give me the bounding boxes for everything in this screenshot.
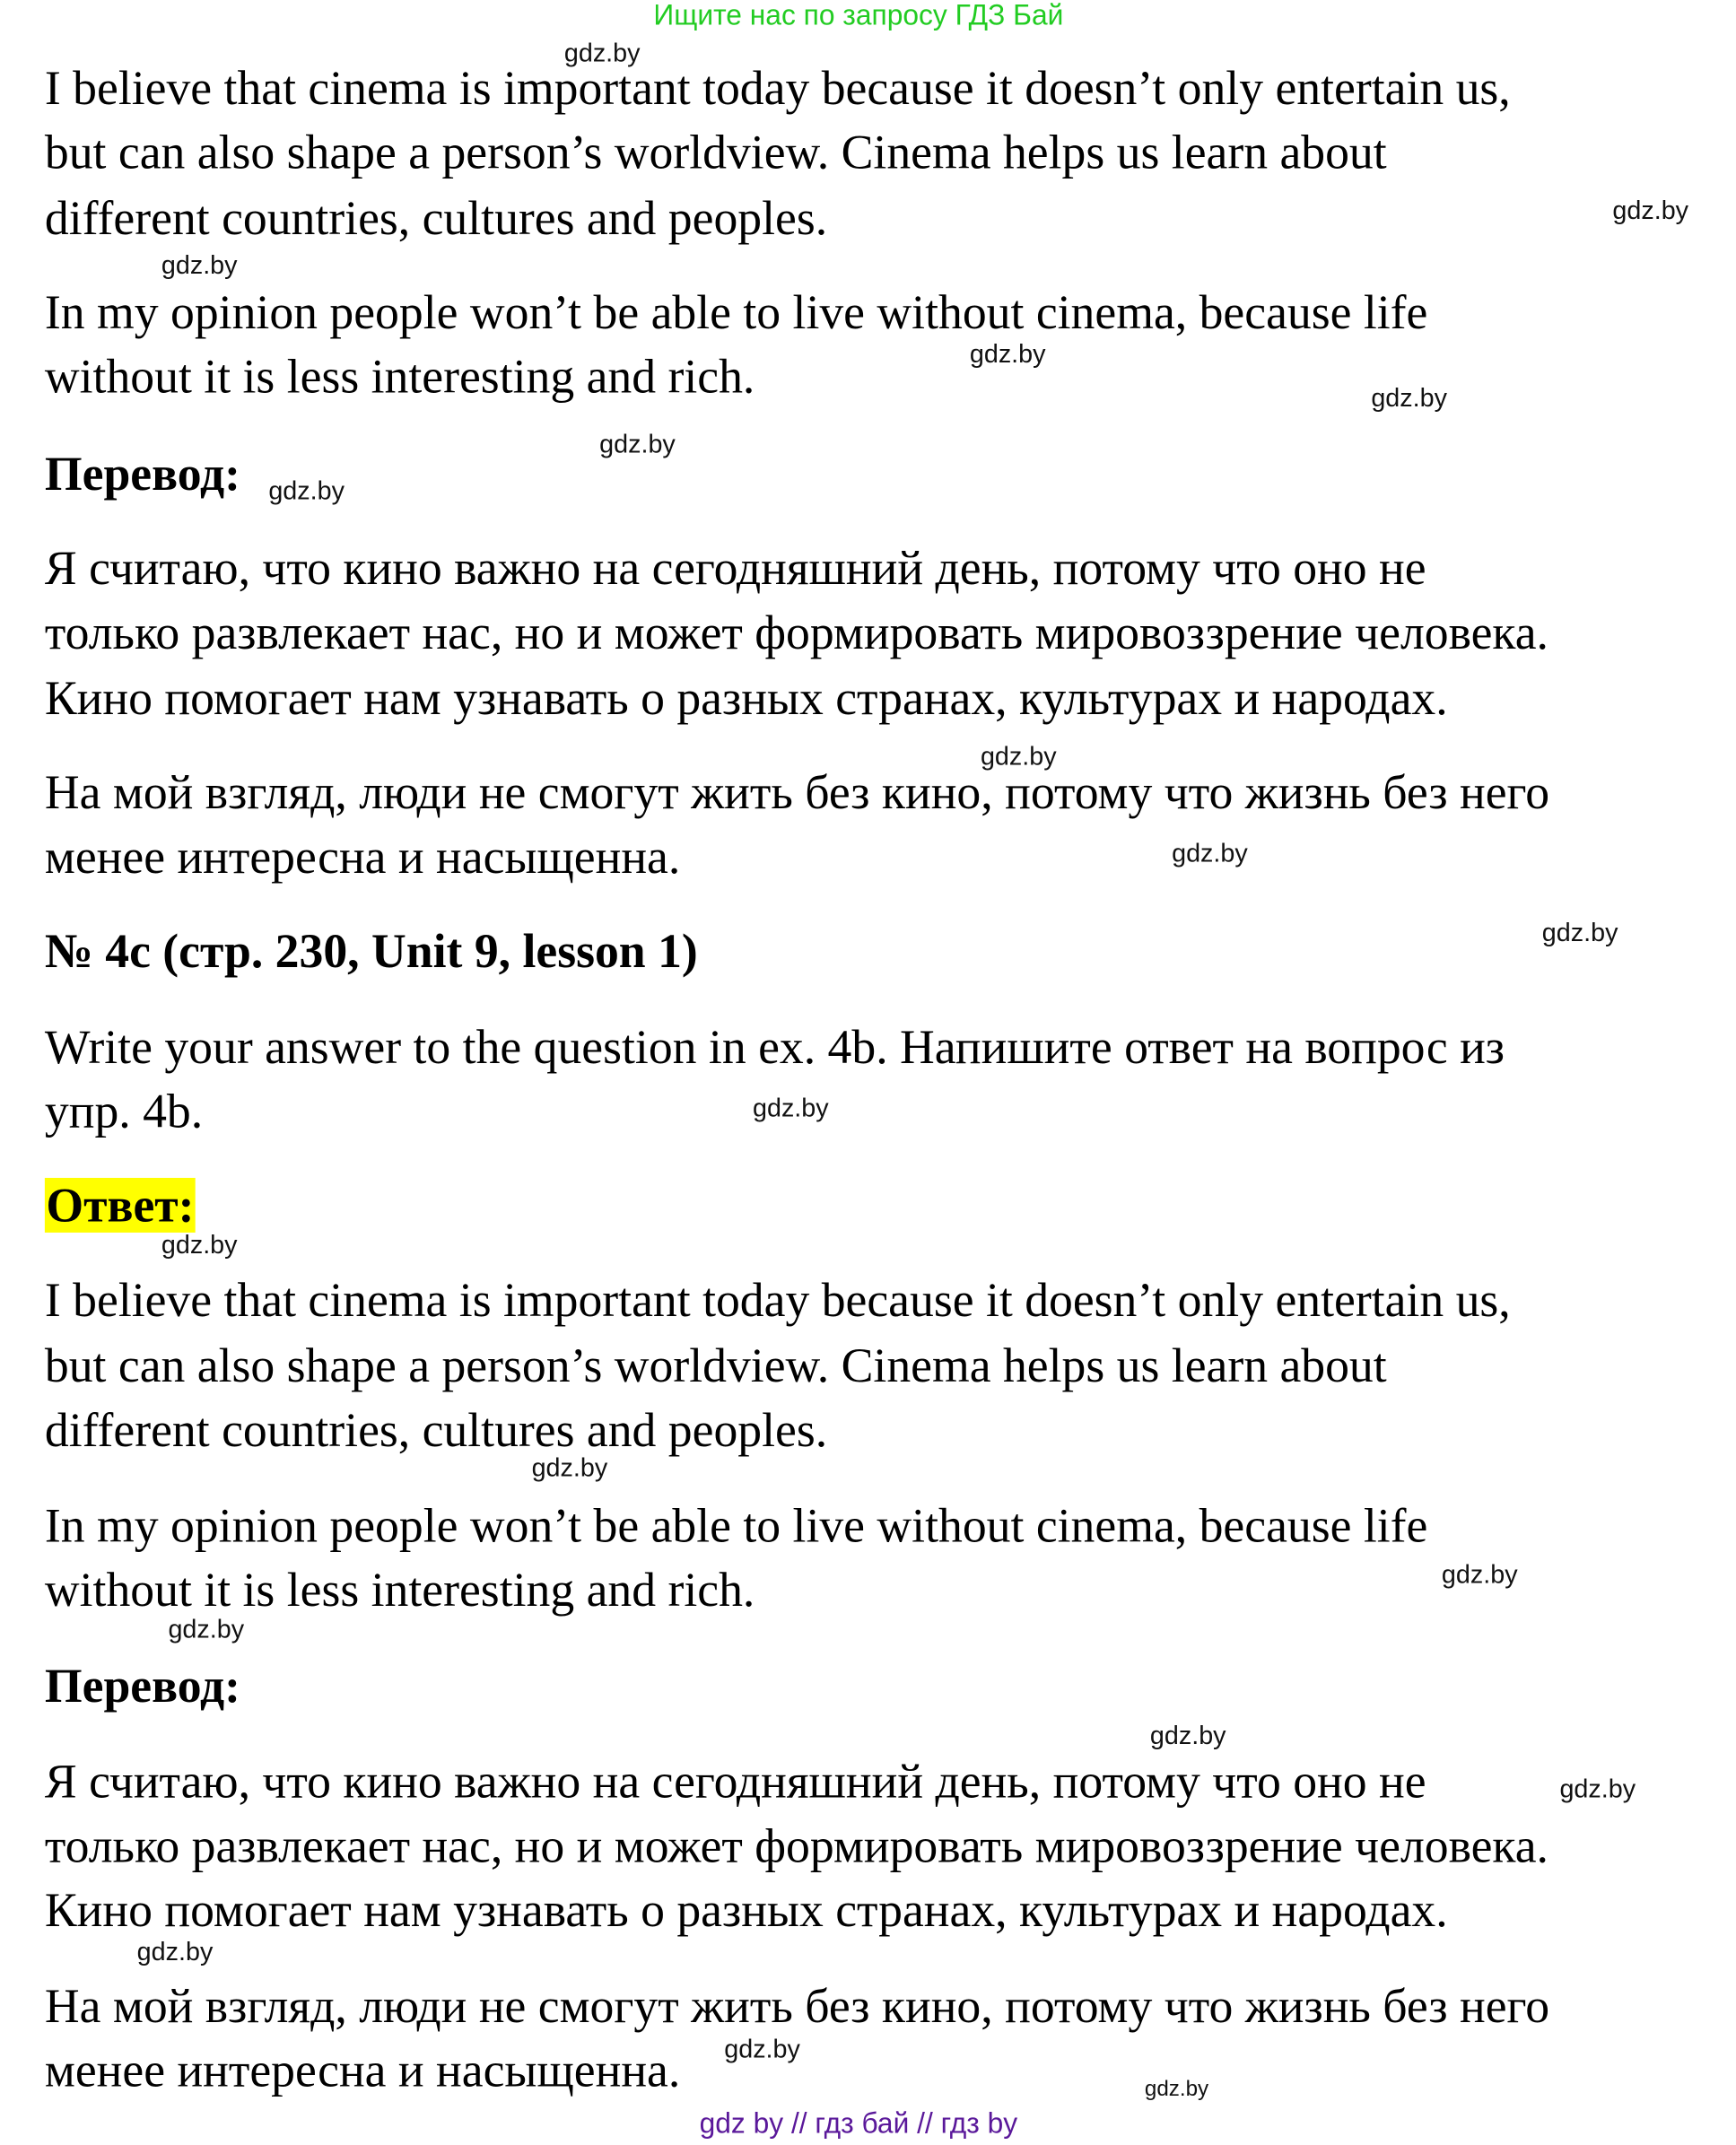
text-line: На мой взгляд, люди не смогут жить без кино, потому что жизнь без него	[44, 1978, 1550, 2034]
site-banner: Ищите нас по запросу ГДЗ Бай	[653, 0, 1064, 32]
watermark: gdz.by	[161, 251, 238, 281]
task-line: упр. 4b.	[44, 1083, 204, 1138]
task-line: Write your answer to the question in ex. 4b. Напишите ответ на вопрос из	[44, 1019, 1505, 1075]
watermark: gdz.by	[724, 2036, 800, 2065]
text-line: without it is less interesting and rich.	[44, 348, 755, 404]
watermark: gdz.by	[1371, 384, 1447, 414]
watermark: gdz.by	[1541, 919, 1618, 948]
translation-heading: Перевод:	[44, 446, 241, 501]
text-line: I believe that cinema is important today because it doesn’t only entertain us,	[44, 60, 1511, 116]
text-line: different countries, cultures and peoples.	[44, 1402, 828, 1458]
text-line: Я считаю, что кино важно на сегодняшний день, потому что оно не	[44, 540, 1426, 596]
answer-heading	[45, 1173, 196, 1238]
watermark: gdz.by	[980, 743, 1057, 772]
text-line: but can also shape a person’s worldview. Cinema helps us learn about	[44, 124, 1387, 179]
text-line: but can also shape a person’s worldview. Cinema helps us learn about	[44, 1338, 1387, 1393]
text-line: different countries, cultures and peoples.	[44, 189, 828, 245]
text-line: I believe that cinema is important today because it doesn’t only entertain us,	[44, 1272, 1511, 1328]
watermark: gdz.by	[1149, 1722, 1226, 1751]
text-line: Кино помогает нам узнавать о разных странах, культурах и народах.	[44, 670, 1448, 726]
watermark: gdz.by	[1612, 196, 1689, 226]
watermark: gdz.by	[1441, 1560, 1518, 1590]
answer-label-highlight: Ответ:	[46, 1177, 195, 1233]
text-line: На мой взгляд, люди не смогут жить без кино, потому что жизнь без него	[44, 764, 1550, 820]
watermark: gdz.by	[1144, 2078, 1209, 2102]
exercise-heading: № 4c (стр. 230, Unit 9, lesson 1)	[44, 923, 698, 979]
text-line: In my opinion people won’t be able to live without cinema, because life	[44, 1497, 1428, 1553]
watermark: gdz.by	[161, 1231, 238, 1260]
text-line: только развлекает нас, но и может формировать мировоззрение человека.	[44, 1818, 1548, 1873]
watermark: gdz.by	[969, 340, 1046, 370]
watermark: gdz.by	[168, 1615, 245, 1644]
text-line: In my opinion people won’t be able to live without cinema, because life	[44, 284, 1428, 340]
translation-heading: Перевод:	[44, 1658, 241, 1713]
text-line: менее интересна и насыщенна.	[44, 829, 681, 885]
watermark: gdz.by	[531, 1453, 608, 1483]
watermark: gdz.by	[752, 1094, 829, 1123]
watermark: gdz.by	[599, 431, 676, 460]
watermark: gdz.by	[563, 39, 641, 69]
text-line: Кино помогает нам узнавать о разных странах, культурах и народах.	[44, 1882, 1448, 1938]
watermark: gdz.by	[1172, 840, 1248, 869]
watermark: gdz.by	[268, 477, 345, 507]
text-line: менее интересна и насыщенна.	[44, 2042, 681, 2097]
watermark: gdz.by	[136, 1938, 214, 1967]
text-line: Я считаю, что кино важно на сегодняшний день, потому что оно не	[44, 1753, 1426, 1809]
footer-links: gdz by // гдз бай // гдз by	[699, 2107, 1018, 2140]
text-line: without it is less interesting and rich.	[44, 1562, 755, 1617]
watermark: gdz.by	[1559, 1775, 1636, 1805]
text-line: только развлекает нас, но и может формировать мировоззрение человека.	[44, 605, 1548, 660]
